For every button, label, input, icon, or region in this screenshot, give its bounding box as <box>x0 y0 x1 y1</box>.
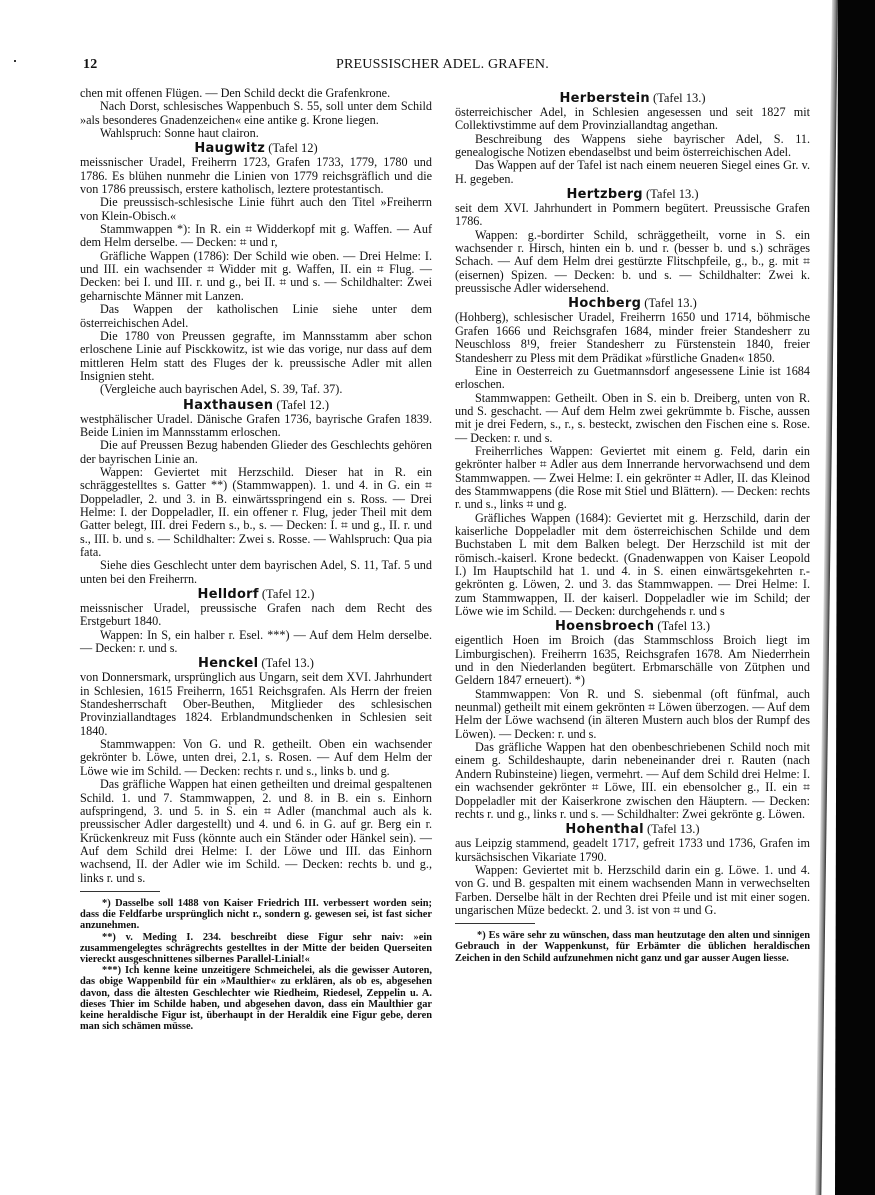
footnotes-left <box>80 898 432 1032</box>
paragraph: Die preussisch-schlesische Linie führt auch den Titel »Freiherrn von Klein-Obisch.« <box>80 195 432 223</box>
entry-plate-ref: (Tafel 13.) <box>652 91 706 105</box>
paragraph: Gräfliche Wappen (1786): Der Schild wie oben. — Drei Helme: I. und III. ein wachsender ⌗ Widder mit g. Waffen, II. ein ⌗ Flug. — Decken: bei I. und III. r. und g., bei II. ⌗ und s. — Schildhalter: Zwei geharnischte Männer mit Lanzen. <box>80 248 432 303</box>
paragraph: von Donnersmark, ursprünglich aus Ungarn, seit dem XVI. Jahrhundert in Schlesien, 1615 Freiherrn, 1651 Reichsgrafen. Als Herrn der freien Standesherrschaft Ober-Beuthen, Mitglieder des schlesischen Provinziallandtages 1824. Erblandmundschenken in Schlesien seit 1840. <box>80 670 432 738</box>
entry-plate-ref: (Tafel 13.) <box>657 619 710 634</box>
entry-heading-haxthausen <box>80 398 432 413</box>
paragraph: Gräfliches Wappen (1684): Geviertet mit g. Herzschild, darin der kaiserliche Doppeladler mit dem österreichischen Schilde und dem Buchstaben L mit dem Balken belegt. Der Herzschild ist mit der römisch.-kaiserl. Krone bedeckt. (Gnadenwappen von Kaiser Leopold I.) Im Hauptschild hat 1. und 4. in S. einen einwärtsgekehrten r.-gekrönten g. Löwen, 2. und 3. das Stammwappen. — Drei Helme: I. zum Stammwappen, II. der kaiserl. Doppeladler wie im Schild; der Löwe wie im Schild. — Decken: durchgehends r. und s <box>455 510 810 619</box>
entry-name: Haxthausen <box>183 397 274 413</box>
scan-speck <box>14 60 16 62</box>
paragraph: Nach Dorst, schlesisches Wappenbuch S. 55, soll unter dem Schild »als besonderes Gnadenzeichen« eine antike g. Krone liegen. <box>80 99 432 127</box>
running-header <box>83 57 828 77</box>
paragraph: Wappen: Geviertet mit Herzschild. Dieser hat in R. ein schräggestelltes s. Gatter **) (Stammwappen). 1. und 4. in G. ein ⌗ Doppeladler, 2. und 3. in B. einwärtsspringend ein s. Ross. — Drei Helme: I. der Doppeladler, II. ein offener r. Flug, jeder Theil mit dem Gatter belegt, III. drei Federn s., b., s. — Decken: I. ⌗ und g., II. r. und s., III. b. und s. — Schildhalter: Zwei s. Rosse. — Wahlspruch: Qua pia fata. <box>80 464 432 559</box>
paragraph: aus Leipzig stammend, geadelt 1717, gefreit 1733 und 1736, Grafen im kursächsischen Vikariate 1790. <box>455 836 810 864</box>
entry-heading-hochberg <box>455 296 810 311</box>
paragraph: seit dem XVI. Jahrhundert in Pommern begütert. Preussische Grafen 1786. <box>455 201 810 229</box>
paragraph: Eine in Oesterreich zu Guetmannsdorf angesessene Linie ist 1684 erloschen. <box>455 363 810 392</box>
left-column <box>80 87 432 1032</box>
paragraph: Wappen: g.-bordirter Schild, schräggetheilt, vorne in S. ein wachsender r. Hirsch, hinten ein b. und r. (besser b. und s.) schräges Schach. — Auf dem Helm drei gestürzte Flitschpfeile, g., b., g. mit ⌗ (eisernen) Spizen. — Decken: b. und s. — Schildhalter: Zwei k. preussische Adler widersehend. <box>455 227 810 296</box>
paragraph: chen mit offenen Flügen. — Den Schild deckt die Grafenkrone. <box>80 86 391 100</box>
entry-name: Hohenthal <box>565 822 644 838</box>
footnote-divider <box>455 923 535 924</box>
entry-heading-hertzberg <box>455 187 810 202</box>
paragraph: Wappen: In S, ein halber r. Esel. ***) — Auf dem Helm derselbe. — Decken: r. und s. <box>80 627 432 656</box>
paragraph: Stammwappen: Getheilt. Oben in S. ein b. Dreiberg, unten von R. und S. geschacht. — Auf dem Helm zwei gekrümmte b. Fische, aussen mit je drei Federn, s., r., s. besteckt, zwischen den Fischen eine s. Rose. — Decken: r. und s. <box>455 390 810 445</box>
paragraph: meissnischer Uradel, Freiherrn 1723, Grafen 1733, 1779, 1780 und 1786. Es blühen nunmehr die Linien von 1779 reichsgräflich und die von 1786 preussisch, erstere katholisch, leztere protestantisch. <box>80 155 432 197</box>
paragraph: Beschreibung des Wappens siehe bayrischer Adel, S. 11. genealogische Notizen ebendaselbst und beim österreichischen Adel. <box>455 131 810 160</box>
scan-border <box>835 0 875 1195</box>
paragraph: Stammwappen: Von G. und R. getheilt. Oben ein wachsender gekrönter b. Löwe, unten drei, 2.1, s. Rosen. — Auf dem Helm der Löwe wie im Schild. — Decken: rechts r. und s., links b. und g. <box>80 737 432 778</box>
entry-plate-ref: (Tafel 13.) <box>647 822 700 837</box>
right-column <box>455 90 810 964</box>
entry-name: Haugwitz <box>194 141 266 157</box>
entry-plate-ref: (Tafel 13.) <box>261 656 314 671</box>
entry-name: Hoensbroech <box>555 619 655 635</box>
entry-heading-henckel <box>80 656 432 671</box>
paragraph: (Hohberg), schlesischer Uradel, Freiherrn 1650 und 1714, böhmische Grafen 1666 und Reichsgrafen 1684, minder freier Standesherr zu Neuschloss 8¹9, freier Standesherr zu Fürstenstein 1840, freier Standesherr zu Pless mit dem Prädikat »fürstliche Gnaden« 1850. <box>455 310 810 365</box>
motto: Wahlspruch: Sonne haut clairon. <box>100 126 259 141</box>
paragraph: Freiherrliches Wappen: Geviertet mit einem g. Feld, darin ein gekrönter halber ⌗ Adler aus dem Innerrande hervorwachsend und dem Stammwappen. — Zwei Helme: I. ein gekrönter ⌗ Adler, II. das Kleinod des Stammwappens (die Rose mit Stiel und Blättern). — Decken: rechts r. und s., links ⌗ und g. <box>455 443 810 512</box>
paragraph: Siehe dies Geschlecht unter dem bayrischen Adel, S. 11, Taf. 5 und unten bei den Freiherrn. <box>80 558 432 586</box>
entry-plate-ref: (Tafel 12.) <box>261 587 315 602</box>
page-edge-shadow <box>815 0 838 1195</box>
entry-name: Herberstein <box>559 91 650 106</box>
running-title: PREUSSISCHER ADEL. GRAFEN. <box>336 57 549 72</box>
entry-heading-hoensbroech <box>455 619 810 634</box>
entry-heading-helldorf <box>80 587 432 602</box>
entry-name: Hochberg <box>568 296 642 312</box>
paragraph: Stammwappen *): In R. ein ⌗ Widderkopf mit g. Waffen. — Auf dem Helm derselbe. — Decken: ⌗ und r, <box>80 222 432 250</box>
entry-heading-herberstein <box>455 91 810 106</box>
paragraph: meissnischer Uradel, preussische Grafen nach dem Recht des Erstgeburt 1840. <box>80 601 432 629</box>
footnote: *) Es wäre sehr zu wünschen, dass man heutzutage den alten und sinnigen Gebrauch in der Wappenkunst, für Erbämter die üblichen heraldischen Zeichen in den Schild aufzunehmen nicht ganz und gar ausser Augen liesse. <box>455 930 810 964</box>
paragraph: Die auf Preussen Bezug habenden Glieder des Geschlechts gehören der bayrischen Linie an. <box>80 438 432 466</box>
entry-name: Henckel <box>198 656 259 672</box>
paragraph: Die 1780 von Preussen gegrafte, im Mannsstamm aber schon erloschene Linie auf Pisckkowitz, ist wie das vorige, nur dass auf dem mittleren Helm statt des Fluges der k. preussische Adler mit allen Insignien steht. <box>80 328 432 383</box>
entry-plate-ref: (Tafel 12) <box>268 141 318 156</box>
entry-name: Hertzberg <box>566 187 643 203</box>
entry-plate-ref: (Tafel 13.) <box>645 187 699 202</box>
paragraph: Wappen: Geviertet mit b. Herzschild darin ein g. Löwe. 1. und 4. von G. und B. gespalten mit einem wachsenden Mann in verwechselten Farben. Derselbe hält in der Rechten drei Pfeile und ist mit einer sogen. ungarischen Müze bedeckt. 2. und 3. ist von ⌗ und G. <box>455 862 810 917</box>
footnote-divider <box>80 891 160 892</box>
paragraph: eigentlich Hoen im Broich (das Stammschloss Broich liegt im Limburgischen). Freiherrn 1635, Reichsgrafen 1678. Am Niederrhein und in den Niederlanden begütert. Erbmarschälle von Zütphen und Geldern 1847 erneuert). *) <box>455 633 810 688</box>
page-number: 12 <box>83 57 98 72</box>
entry-heading-haugwitz <box>80 141 432 156</box>
entry-plate-ref: (Tafel 12.) <box>276 397 329 412</box>
paragraph: Stammwappen: Von R. und S. siebenmal (oft fünfmal, auch neunmal) getheilt mit einem gekrönten ⌗ Löwen überzogen. — Auf dem Helm der Löwe wachsend (in älteren Mustern auch blos der Rumpf des Löwen). — Decken: r. und s. <box>455 686 810 741</box>
entry-heading-hohenthal <box>455 822 810 837</box>
paragraph: österreichischer Adel, in Schlesien angesessen und seit 1827 mit Collektivstimme auf dem Provinziallandtag angethan. <box>455 105 810 133</box>
paragraph: (Vergleiche auch bayrischen Adel, S. 39, Taf. 37). <box>100 382 343 397</box>
paragraph: Das Wappen auf der Tafel ist nach einem neueren Siegel eines Gr. v. H. gegeben. <box>455 158 810 186</box>
entry-name: Helldorf <box>197 587 259 603</box>
paragraph: Das gräfliche Wappen hat einen getheilten und dreimal gespaltenen Schild. 1. und 7. Stammwappen, 2. und 8. in B. ein s. Einhorn aufspringend, 3. und 5. in S. ein ⌗ Adler (manchmal auch als k. preussischer Adler dargestellt) und 4. und 6. in G. auf gr. Berg ein r. Krückenkreuz mit Fuss (könnte auch ein Ständer oder Hänkel sein). — Auf dem Schild drei Helme: I. der Löwe und III. das Einhorn wachsend, II. der Adler wie im Schild. — Decken: rechts b. und g., links r. und s. <box>80 777 432 885</box>
footnote: *) Dasselbe soll 1488 von Kaiser Friedrich III. verbessert worden sein; dass die Feldfarbe ursprünglich nicht r., sondern g. gewesen sei, ist fast sicher anzunehmen. <box>80 897 432 932</box>
paragraph: westphälischer Uradel. Dänische Grafen 1736, bayrische Grafen 1839. Beide Linien im Mannsstamm erloschen. <box>80 411 432 439</box>
footnotes-right <box>455 930 810 964</box>
paragraph: Das Wappen der katholischen Linie siehe unter dem österreichischen Adel. <box>80 302 432 330</box>
paragraph: Das gräfliche Wappen hat den obenbeschriebenen Schild noch mit einem g. Schildeshaupte, darin nebeneinander drei r. Rauten (nach Andern Rubinsteine) liegen, vermehrt. — Auf dem Schild drei Helme: I. ein wachsender gekrönter ⌗ Löwe, III. ein ebensolcher g., II. ein ⌗ Doppeladler mit der Kaiserkrone zwischen den Häuptern. — Decken: rechts r. und g., links r. und s. — Schildhalter: Zwei gekrönte g. Löwen. <box>455 740 810 821</box>
footnote: **) v. Meding I. 234. beschreibt diese Figur sehr naiv: »ein zusammengelegtes schrägrechts gestelltes in der Mitte der beiden Querseiten viereckt ausgeschnittenes silbernes Parallel-Linial!« <box>80 931 432 965</box>
footnote: ***) Ich kenne keine unzeitigere Schmeichelei, als die gewisser Autoren, das obige Wappenbild für ein »Maulthier« zu erklären, als ob es, abgesehen davon, dass die ältesten Geschlechter wie Riedheim, Riedesel, Zeppelin u. A. dieses Thier im Schilde haben, und abgesehen davon, dass ein Maulthier gar keine heraldische Figur ist, überhaupt in der Heraldik eine Figur gebe, deren man sich schämen müsse. <box>80 965 432 1033</box>
entry-plate-ref: (Tafel 13.) <box>644 296 697 311</box>
